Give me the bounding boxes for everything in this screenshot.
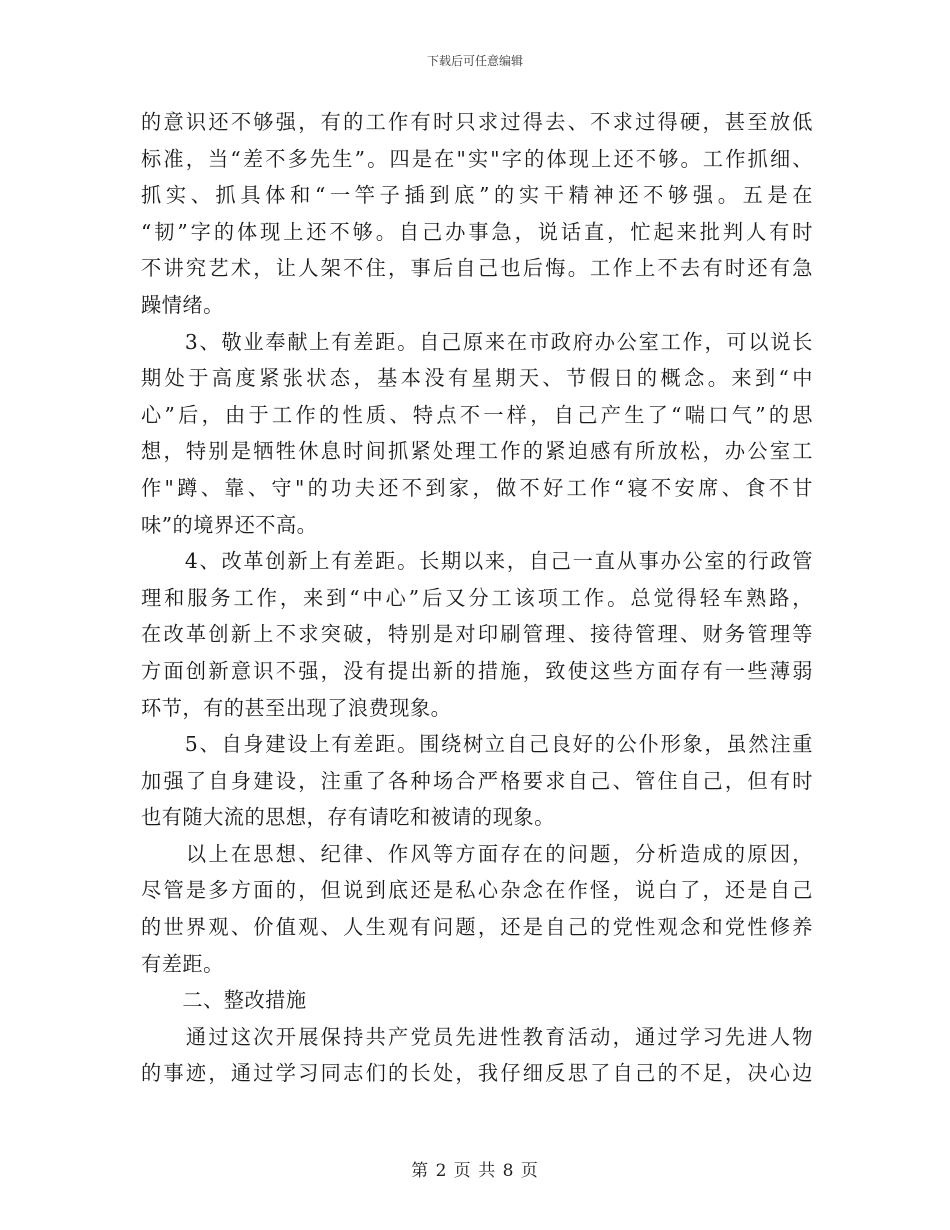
body-line: 以上在思想、纪律、作风等方面存在的问题，分析造成的原因， — [141, 841, 813, 866]
body-line: 心”后，由于工作的性质、特点不一样，自己产生了“喘口气”的思 — [141, 402, 813, 427]
body-line: 味”的境界还不高。 — [141, 512, 318, 537]
body-line: 在改革创新上不求突破，特别是对印刷管理、接待管理、财务管理等 — [141, 622, 813, 647]
body-line: 尽管是多方面的，但说到底还是私心杂念在作怪，说白了，还是自己 — [141, 878, 813, 903]
body-line: 有差距。 — [141, 951, 224, 976]
body-line: 期处于高度紧张状态，基本没有星期天、节假日的概念。来到“中 — [141, 366, 813, 391]
body-line: 二、整改措施 — [141, 988, 307, 1013]
body-line: 的意识还不够强，有的工作有时只求过得去、不求过得硬，甚至放低 — [141, 110, 813, 134]
body-line: 通过这次开展保持共产党员先进性教育活动，通过学习先进人物 — [141, 1024, 813, 1049]
body-line: “韧”字的体现上还不够。自己办事急，说话直，忙起来批判人有时 — [141, 219, 813, 244]
body-line: 的事迹，通过学习同志们的长处，我仔细反思了自己的不足，决心边 — [141, 1061, 813, 1086]
body-line: 3、敬业奉献上有差距。自己原来在市政府办公室工作，可以说长 — [141, 329, 813, 354]
body-line: 5、自身建设上有差距。围绕树立自己良好的公仆形象，虽然注重 — [141, 732, 813, 757]
body-line: 环节，有的甚至出现了浪费现象。 — [141, 695, 452, 720]
body-line: 的世界观、价值观、人生观有问题，还是自己的党性观念和党性修养 — [141, 915, 813, 940]
document-body — [141, 104, 813, 1092]
body-line: 躁情绪。 — [141, 292, 224, 317]
body-line: 也有随大流的思想，存有请吃和被请的现象。 — [141, 805, 555, 830]
body-line: 抓实、抓具体和“一竿子插到底”的实干精神还不够强。五是在 — [141, 183, 813, 208]
body-line: 方面创新意识不强，没有提出新的措施，致使这些方面存有一些薄弱 — [141, 658, 813, 683]
body-line: 作"蹲、靠、守"的功夫还不到家，做不好工作“寝不安席、食不甘 — [141, 475, 813, 500]
body-line: 加强了自身建设，注重了各种场合严格要求自己、管住自己，但有时 — [141, 768, 813, 793]
page-header-note: 下载后可任意编辑 — [426, 54, 523, 68]
body-line: 想，特别是牺牲休息时间抓紧处理工作的紧迫感有所放松，办公室工 — [141, 439, 813, 464]
page-number-footer: 第 2 页 共 8 页 — [411, 1161, 539, 1181]
body-line: 4、改革创新上有差距。长期以来，自己一直从事办公室的行政管 — [141, 549, 813, 574]
body-line: 理和服务工作，来到“中心”后又分工该项工作。总觉得轻车熟路， — [141, 585, 813, 610]
body-line: 不讲究艺术，让人架不住，事后自己也后悔。工作上不去有时还有急 — [141, 256, 813, 281]
body-line: 标准，当“差不多先生”。四是在"实"字的体现上还不够。工作抓细、 — [141, 146, 813, 171]
